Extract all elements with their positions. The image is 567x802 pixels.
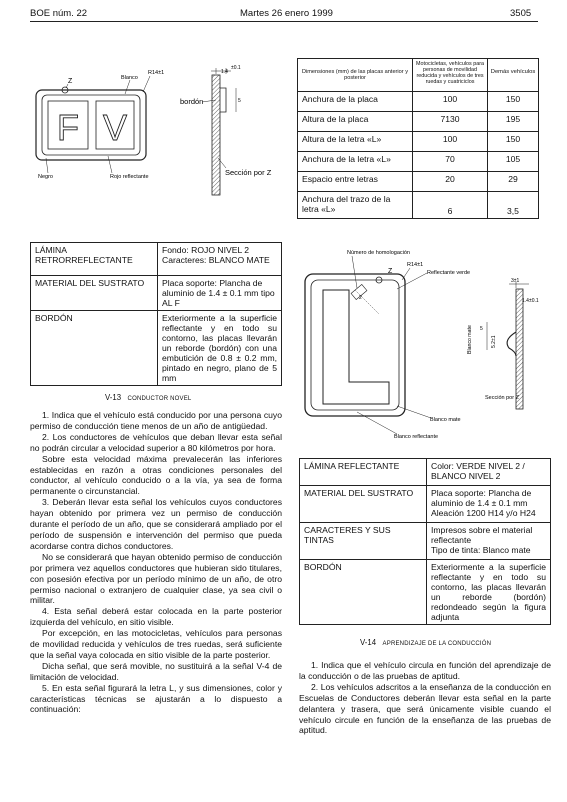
dim-3: 3±1	[511, 278, 520, 284]
table-cell: Espacio entre letras	[298, 172, 413, 192]
plate-outer-edge	[36, 90, 146, 160]
table-cell: 20	[413, 172, 488, 192]
table-cell: Placa soporte: Plancha de aluminio de 1.4 ± 0.1 mm tipo AL F	[158, 276, 282, 311]
label-verde: Reflectante verde	[427, 270, 471, 276]
paragraph: 2. Los conductores de vehículos que deban llevar esta señal no podrán circular a velocidad superior a 80 kilómetros por hora.	[30, 431, 282, 453]
table-row	[298, 92, 539, 112]
label-rojo: Rojo reflectante	[110, 174, 149, 180]
dim-5: 5	[238, 98, 241, 104]
table-cell: Exteriormente a la superficie reflectante y en todo su contorno, las placas llevarán un reborde (bordón) con una embutición de 0.8 ± 0.2 mm, pintado en negro, plano de 5 mm	[158, 311, 282, 386]
table-row	[298, 132, 539, 152]
table-row	[300, 486, 551, 523]
label-2: 2	[359, 295, 362, 301]
caption-title: APRENDIZAJE DE LA CONDUCCIÓN	[382, 641, 492, 647]
table-cell: Anchura de la letra «L»	[298, 152, 413, 172]
table-cell: 150	[488, 132, 539, 152]
paragraph: 4. Esta señal deberá estar colocada en la parte posterior izquierda del vehículo, en sitio visible.	[30, 606, 282, 628]
label-seccion: Sección por Z	[225, 168, 272, 177]
section-profile	[516, 289, 523, 409]
table-cell: 6	[413, 192, 488, 219]
table-cell: MATERIAL DEL SUSTRATO	[31, 276, 158, 311]
table-cell: BORDÓN	[300, 560, 427, 625]
plate-outer-edge	[305, 274, 405, 416]
v14-spec-table	[299, 458, 551, 625]
dim-thickness: 1.4	[221, 69, 228, 75]
paragraph: 1. Indica que el vehículo circula en función del aprendizaje de la conducción o de las pruebas de aptitud.	[299, 660, 551, 681]
letter-l-shape	[323, 290, 389, 404]
v14-caption	[360, 638, 491, 647]
table-row	[31, 311, 282, 386]
label-blanco-mate-vertical: Blanco mate	[467, 325, 473, 354]
left-text-block	[30, 410, 282, 715]
table-row	[298, 192, 539, 219]
paragraph: 2. Los vehículos adscritos a la enseñanza de la conducción en Escuelas de Conductores deberán llevar esta señal en la parte delantera y trasera, que será únicamente visible cuando el vehículo circule en función de la enseñanza de las pruebas de aptitud.	[299, 681, 551, 736]
table-cell: 7130	[413, 112, 488, 132]
table-cell: 195	[488, 112, 539, 132]
caption-title: CONDUCTOR NOVEL	[127, 396, 192, 402]
table-cell: MATERIAL DEL SUSTRATO	[300, 486, 427, 523]
table-cell: 3,5	[488, 192, 539, 219]
paragraph: Dicha señal, que será movible, no sustituirá a la señal V-4 de limitación de velocidad.	[30, 660, 282, 682]
label-z: Z	[68, 78, 73, 85]
table-cell: Impresos sobre el material reflectante Tipo de tinta: Blanco mate	[427, 523, 551, 560]
table-cell: LÁMINA REFLECTANTE	[300, 459, 427, 486]
table-cell: Fondo: ROJO NIVEL 2 Caracteres: BLANCO MATE	[158, 243, 282, 276]
table-header-cell: Dimensiones (mm) de las placas anterior y posterior	[298, 59, 413, 92]
dim-521: 5.2±1	[491, 335, 497, 348]
table-cell: 29	[488, 172, 539, 192]
table-row	[298, 172, 539, 192]
table-cell: LÁMINA RETRORREFLECTANTE	[31, 243, 158, 276]
letter-f: F	[57, 107, 79, 148]
caption-code: V-14	[360, 638, 377, 647]
paragraph: Por excepción, en las motocicletas, vehículos para personas de movilidad reducida y vehículos de tres ruedas, será suficiente que la señal vaya colocada en sitio visible de la parte posterior.	[30, 628, 282, 660]
table-cell: Anchura de la placa	[298, 92, 413, 112]
label-negro: Negro	[38, 174, 53, 180]
paragraph: 1. Indica que el vehículo está conducido por una persona cuyo permiso de conducción tiene menos de un año de antigüedad.	[30, 410, 282, 431]
table-cell: 100	[413, 132, 488, 152]
plate-inner-edge	[311, 280, 399, 410]
table-cell: Placa soporte: Plancha de aluminio de 1.4 ± 0.1 mm Aleación 1200 H14 y/o H24	[427, 486, 551, 523]
table-cell: 105	[488, 152, 539, 172]
label-homologacion: Número de homologación	[347, 250, 410, 256]
table-header-row	[298, 59, 539, 92]
table-row	[300, 560, 551, 625]
label-radius: R14±1	[407, 262, 424, 268]
caption-code: V-13	[105, 393, 122, 402]
table-cell: Anchura del trazo de la letra «L»	[298, 192, 413, 219]
paragraph: Sobre esta velocidad máxima prevalecerán las inferiores establecidas en razón a otras condiciones personales del conductor, al vehículo conducido o a la vía, ya sea de forma permanente o circunstancial.	[30, 453, 282, 497]
label-bordon: bordón	[180, 97, 204, 106]
paragraph: 3. Deberán llevar esta señal los vehículos cuyos conductores hayan obtenido por primera vez un permiso de conducción durante el período de un año, que se considerará ampliado por el período de suspensión e intervención del permiso que pueda acordarse contra dichos conductores.	[30, 497, 282, 551]
table-row	[298, 112, 539, 132]
table-cell: BORDÓN	[31, 311, 158, 386]
v13-caption	[105, 393, 191, 402]
paragraph: No se considerará que hayan obtenido permiso de conducción por primera vez aquellos conductores que hubieran sido titulares, con posesión efectiva por un período mínimo de un año, de otro permiso nacional o extranjero de cualquier clase, ya sea civil o militar.	[30, 551, 282, 606]
table-cell: Color: VERDE NIVEL 2 / BLANCO NIVEL 2	[427, 459, 551, 486]
letter-v: V	[102, 107, 128, 148]
paragraph: 5. En esta señal figurará la letra L, y sus dimensiones, color y características técnicas se ajustarán a lo dispuesto a continuación:	[30, 682, 282, 715]
table-cell: Altura de la placa	[298, 112, 413, 132]
v13-plate-figure	[30, 60, 280, 200]
table-cell: Exteriormente a la superficie reflectante y en todo su contorno, las placas llevarán un reborde (bordón) redondeado según la figura adjunta	[427, 560, 551, 625]
table-cell: 150	[488, 92, 539, 112]
table-row	[300, 523, 551, 560]
label-blanco-mate: Blanco mate	[430, 417, 461, 423]
table-header-cell: Demás vehículos	[488, 59, 539, 92]
table-cell: CARACTERES Y SUS TINTAS	[300, 523, 427, 560]
label-seccion: Sección por Z	[485, 395, 519, 401]
table-row	[31, 276, 282, 311]
dim-5: 5	[480, 326, 483, 332]
table-row	[31, 243, 282, 276]
v14-plate-figure	[297, 244, 542, 444]
label-blanco: Blanco	[121, 75, 138, 81]
label-z: Z	[388, 268, 393, 275]
table-cell: 70	[413, 152, 488, 172]
table-cell: 100	[413, 92, 488, 112]
table-row	[300, 459, 551, 486]
dimensions-table	[297, 58, 539, 219]
v13-spec-table	[30, 242, 282, 386]
dim-tolerance: ±0.1	[231, 65, 241, 71]
table-header-cell: Motocicletas, vehículos para personas de movilidad reducida y vehículos de tres ruedas y cuatriciclos	[413, 59, 488, 92]
table-cell: Altura de la letra «L»	[298, 132, 413, 152]
right-text-block	[299, 660, 551, 736]
header-page-number: 3505	[510, 8, 532, 19]
dim-14: 1.4±0.1	[522, 298, 539, 304]
header-journal: BOE núm. 22	[30, 8, 88, 19]
label-blanco-reflectante: Blanco reflectante	[394, 434, 439, 440]
header-date: Martes 26 enero 1999	[240, 8, 333, 19]
header-rule	[30, 21, 538, 22]
section-profile	[212, 75, 220, 195]
table-row	[298, 152, 539, 172]
label-radius: R14±1	[148, 70, 165, 76]
